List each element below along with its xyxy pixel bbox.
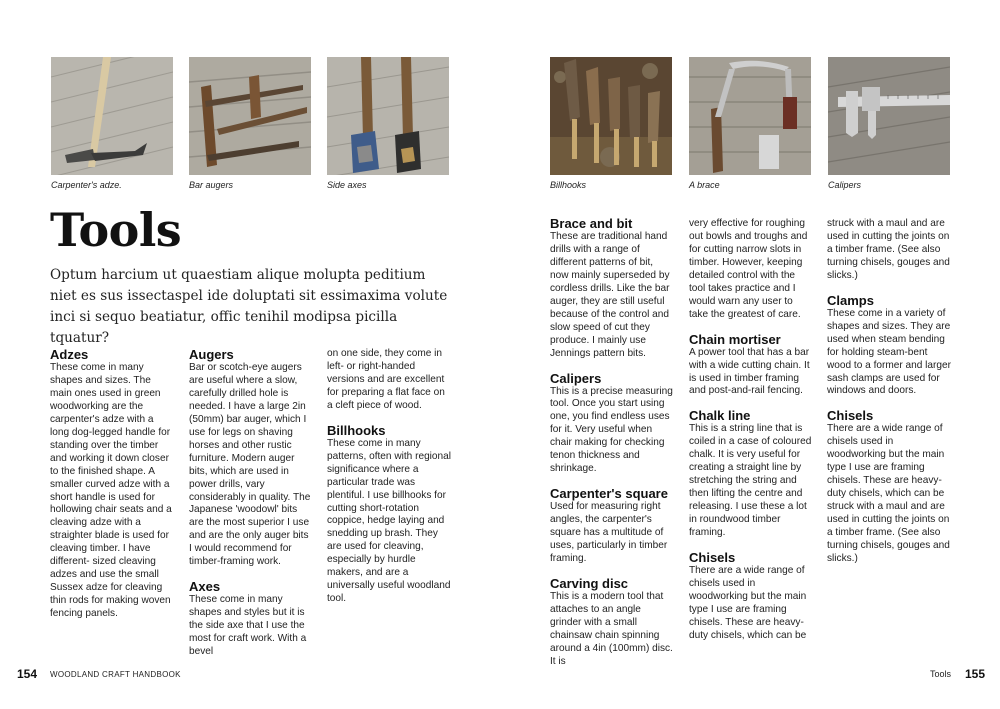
section-body: These come in a variety of shapes and sizes. They are used when steam bending for holding steam-bent wood to a former and larger sash clamps are used for windows and doors. (827, 307, 951, 397)
section-heading: Calipers (550, 370, 602, 386)
running-head: Tools (930, 669, 952, 679)
section-heading: Adzes (50, 347, 89, 362)
section-body: This is a modern tool that attaches to an angle grinder with a small chainsaw chain spinning around a 4in (100mm) disc. It is (550, 590, 673, 667)
section-body: There are a wide range of chisels used in woodworking but the main type I use are framing chisels. These are heavy-duty chisels, which can be struck with a maul and are used in cutting the joints on a timber frame. (See also turning chisels, gouges and slicks.) (827, 423, 950, 564)
augers-image (189, 57, 311, 175)
section-body: This is a string line that is coiled in a case of coloured chalk. It is very useful for creating a straight line by stretching the string and then lifting the centre and releasing. I use these a lot in roundwood timber framing. (689, 423, 812, 539)
carpenters-adze-photo (51, 57, 173, 175)
intro-paragraph: Optum harcium ut quaestiam alique molupta peditium niet es sus issectaspel ide doluptati sit essimaxima volute inci si sequo beatiatur, offic tenihil modipsa picilla tquatur? (50, 267, 448, 346)
side-axes-photo (327, 57, 449, 175)
section-body: struck with a maul and are used in cutting the joints on a timber frame. (See also turning chisels, gouges and slicks.) (827, 218, 950, 281)
section-body: These come in many shapes and sizes. The main ones used in green woodworking are the carpenter's adze with a long dog-legged handle for standing over the timber and working it down closer to the finished shape. A smaller curved adze with a short handle is used for hollowing chair seats and a cleaving adze with a straighter blade is used for cleaving timber. I have different- sized cleaving adzes and use the small Sussex adze for cleaving thin rods for making woven fencing panels. (50, 362, 172, 620)
bar-augers-photo (189, 57, 311, 175)
section-body: very effective for roughing out bowls and troughs and for cutting narrow slots in timber. However, keeping detailed control with the tool takes practice and I would warn any user to take the greatest of care. (689, 218, 808, 320)
section-heading: Chain mortiser (689, 331, 781, 347)
section-body: These are traditional hand drills with a range of different patterns of bit, now mainly superseded by cordless drills. Like the bar auger, they are still useful because of the control and slow speed of cut they produce. I mainly use Jennings pattern bits. (550, 231, 670, 359)
section-heading: Brace and bit (550, 216, 633, 231)
section-heading: Axes (189, 579, 221, 595)
page-title: Tools (50, 203, 182, 257)
section-heading: Chalk line (689, 408, 751, 424)
brace-photo (689, 57, 811, 175)
text-column (550, 216, 674, 679)
section-heading: Carpenter's square (550, 486, 668, 502)
photo-caption: Billhooks (550, 180, 587, 190)
section-heading: Clamps (827, 292, 874, 308)
section-heading: Billhooks (327, 422, 386, 438)
billhooks-photo (550, 57, 672, 175)
section-body: These come in many patterns, often with regional significance where a particular trade was plentiful. I use billhooks for cutting short-rotation coppice, hedge laying and snedding up brash. They are used for cleaving, especially by hurdle makers, and are a universally useful woodland tool. (327, 437, 452, 605)
section-body: There are a wide range of chisels used in woodworking but the main type I use are framing chisels. These are heavy-duty chisels, which can be (689, 565, 807, 641)
adze-image (51, 57, 173, 175)
section-body: A power tool that has a bar with a wide cutting chain. It is used in timber framing and post-and-rail fencing. (689, 346, 810, 397)
section-body: Used for measuring right angles, the carpenter's square has a multitude of uses, particularly in timber framing. (550, 501, 668, 565)
photo-caption: Bar augers (189, 180, 234, 190)
section-heading: Augers (189, 347, 234, 362)
calipers-photo (828, 57, 950, 175)
page-number: 154 (17, 667, 38, 681)
photo-caption: Carpenter's adze. (51, 180, 122, 190)
text-column (189, 347, 313, 669)
billhooks-image (550, 57, 672, 175)
section-body: This is a precise measuring tool. Once you start using one, you find endless uses for it. Very useful when chair making for checking tenon thickness and shrinkage. (550, 385, 673, 475)
section-heading: Chisels (827, 408, 874, 424)
section-body: These come in many shapes and styles but it is the side axe that I use the most for craft work. With a bevel (189, 594, 307, 658)
photo-caption: A brace (689, 180, 720, 190)
right-page (500, 0, 1000, 709)
running-head: WOODLAND CRAFT HANDBOOK (50, 670, 181, 679)
text-column (827, 218, 951, 576)
text-column (327, 348, 451, 616)
text-column (50, 347, 174, 631)
photo-caption: Calipers (828, 180, 862, 190)
page-number: 155 (965, 667, 986, 681)
section-body: on one side, they come in left- or right-handed versions and are excellent for preparing a flat face on a cleft piece of wood. (327, 348, 445, 411)
axes-image (327, 57, 449, 175)
section-heading: Carving disc (550, 575, 629, 591)
section-body: Bar or scotch-eye augers are useful where a slow, carefully drilled hole is needed. I have a large 2in (50mm) bar auger, which I use for legs on shaving horses and other rustic furniture. Modern auger bits, which are used in power drills, vary considerably in quality. The Japanese 'woodowl' bits are the most superior I use and are the only auger bits I would recommend for timber-framing work. (189, 362, 311, 568)
text-column (689, 218, 813, 653)
photo-caption: Side axes (327, 180, 367, 190)
section-heading: Chisels (689, 550, 736, 566)
calipers-image (828, 57, 950, 175)
brace-image (689, 57, 811, 175)
